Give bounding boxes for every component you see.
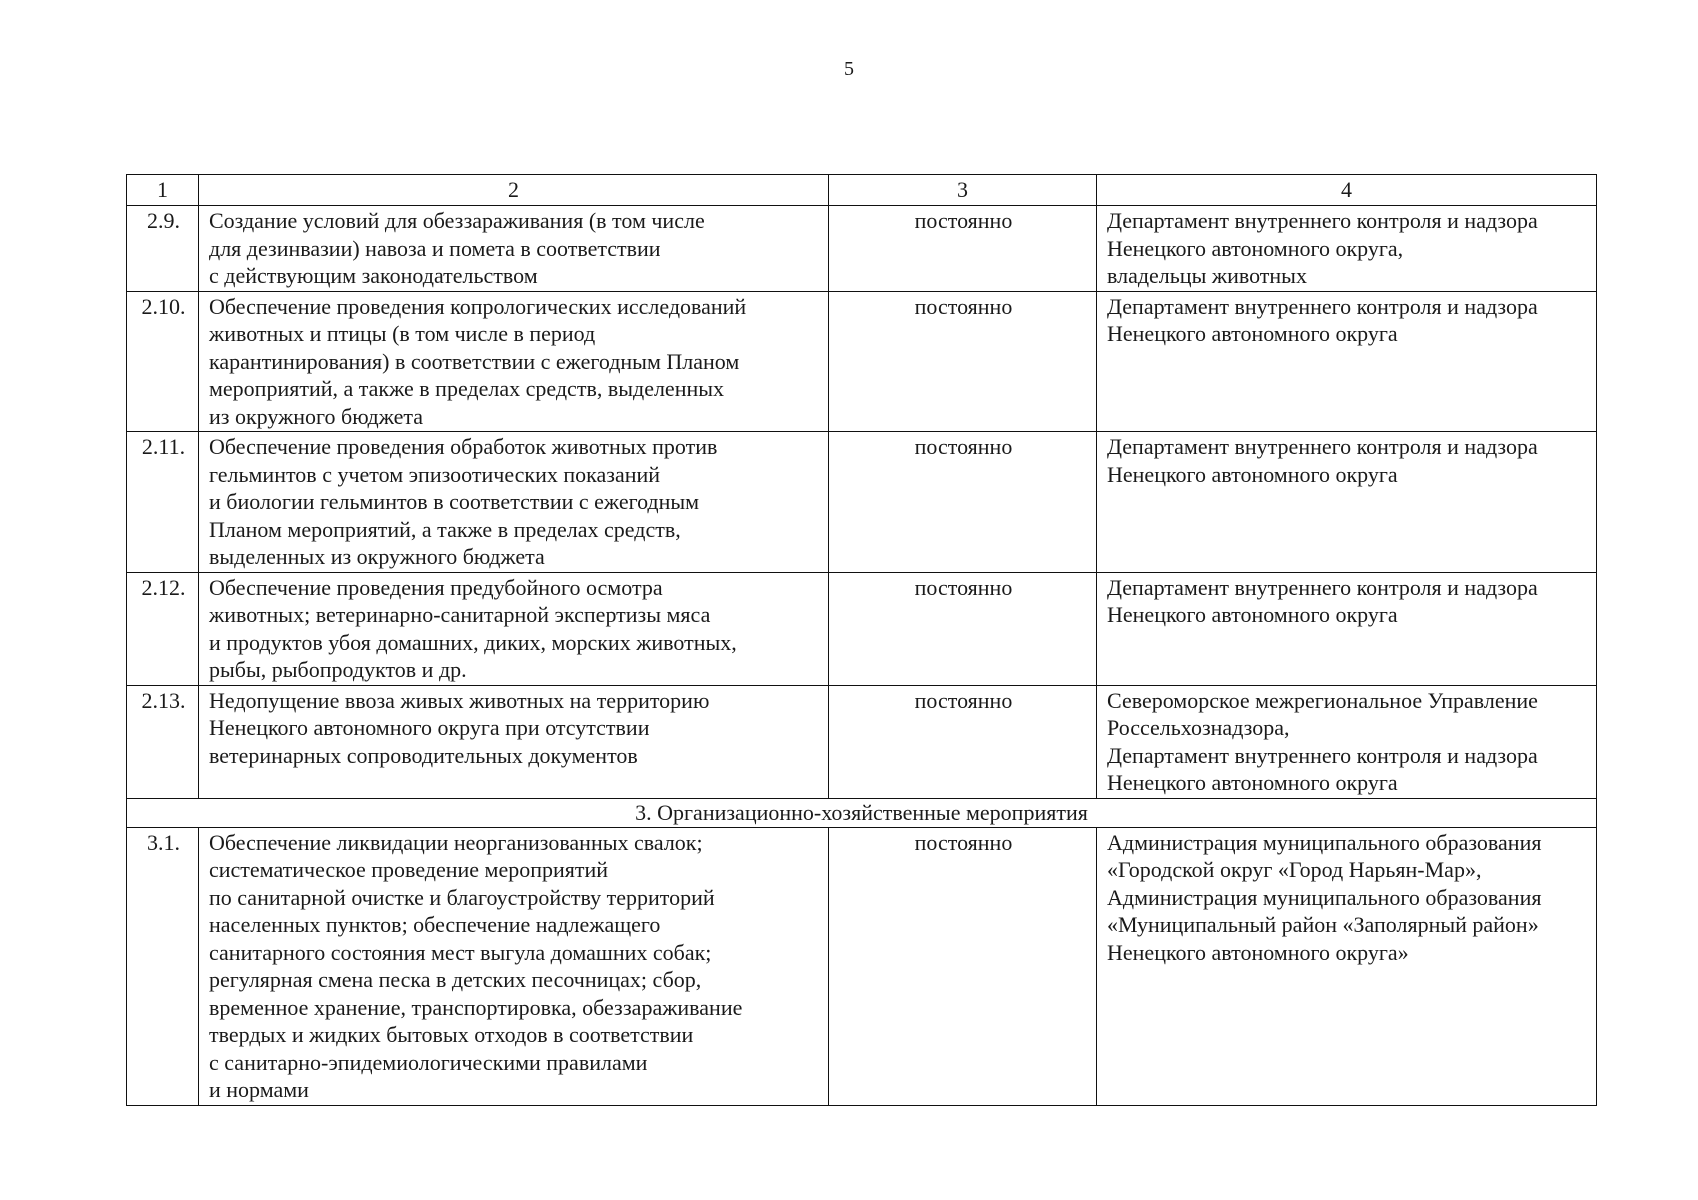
activity-line: санитарного состояния мест выгула домашних собак; xyxy=(209,939,712,965)
table-row xyxy=(127,572,1597,685)
responsible-line: Ненецкого автономного округа xyxy=(1107,321,1398,346)
header-cell: 3 xyxy=(829,175,1097,206)
responsible-line: Североморское межрегиональное Управление xyxy=(1107,687,1538,713)
term-cell: постоянно xyxy=(829,572,1097,685)
activity-line: регулярная смена песка в детских песочницах; сбор, xyxy=(209,967,702,992)
responsible-line: Ненецкого автономного округа, xyxy=(1107,235,1404,261)
table-header-row xyxy=(127,175,1597,206)
activity-cell xyxy=(199,206,829,292)
activity-line: мероприятий, а также в пределах средств, выделенных xyxy=(209,376,725,401)
activity-line: с санитарно-эпидемиологическими правилами xyxy=(209,1049,648,1075)
activity-line: гельминтов с учетом эпизоотических показаний xyxy=(209,461,661,487)
responsible-line: Ненецкого автономного округа» xyxy=(1107,939,1409,965)
activity-line: ветеринарных сопроводительных документов xyxy=(209,742,638,768)
activity-cell xyxy=(199,291,829,432)
activity-line: и продуктов убоя домашних, диких, морских животных, xyxy=(209,629,737,655)
row-number: 3.1. xyxy=(127,827,199,1105)
header-cell: 4 xyxy=(1097,175,1597,206)
term-cell: постоянно xyxy=(829,432,1097,573)
activity-cell xyxy=(199,685,829,798)
responsible-line: Департамент внутреннего контроля и надзора xyxy=(1107,208,1538,233)
activity-line: населенных пунктов; обеспечение надлежащего xyxy=(209,912,661,937)
row-number: 2.9. xyxy=(127,206,199,292)
responsible-cell xyxy=(1097,572,1597,685)
responsible-line: Департамент внутреннего контроля и надзора xyxy=(1107,434,1538,459)
responsible-line: Департамент внутреннего контроля и надзора xyxy=(1107,293,1538,319)
activity-line: Планом мероприятий, а также в пределах средств, xyxy=(209,516,681,542)
responsible-line: Ненецкого автономного округа xyxy=(1107,461,1398,487)
responsible-line: Администрация муниципального образования xyxy=(1107,829,1542,855)
activity-line: Ненецкого автономного округа при отсутствии xyxy=(209,715,650,740)
activity-line: для дезинвазии) навоза и помета в соответствии xyxy=(209,235,661,261)
activity-line: временное хранение, транспортировка, обеззараживание xyxy=(209,994,743,1020)
activity-line: и биологии гельминтов в соответствии с ежегодным xyxy=(209,489,700,514)
table-row xyxy=(127,206,1597,292)
header-cell: 1 xyxy=(127,175,199,206)
activity-line: Создание условий для обеззараживания (в том числе xyxy=(209,208,705,233)
activity-line: и нормами xyxy=(209,1077,309,1102)
activity-cell xyxy=(199,432,829,573)
responsible-line: «Городской округ «Город Нарьян-Мар», xyxy=(1107,857,1482,882)
row-number: 2.11. xyxy=(127,432,199,573)
responsible-cell xyxy=(1097,827,1597,1105)
activity-line: систематическое проведение мероприятий xyxy=(209,857,609,882)
row-number: 2.10. xyxy=(127,291,199,432)
activity-line: животных; ветеринарно-санитарной экспертизы мяса xyxy=(209,602,711,627)
section-title: 3. Организационно-хозяйственные мероприятия xyxy=(127,798,1597,827)
responsible-line: Россельхознадзора, xyxy=(1107,715,1290,740)
measures-table xyxy=(126,174,1597,1106)
header-cell: 2 xyxy=(199,175,829,206)
page-number: 5 xyxy=(844,58,854,80)
activity-line: из окружного бюджета xyxy=(209,403,424,429)
term-cell: постоянно xyxy=(829,685,1097,798)
section-heading-row xyxy=(127,798,1597,827)
activity-line: рыбы, рыбопродуктов и др. xyxy=(209,657,467,682)
responsible-line: Ненецкого автономного округа xyxy=(1107,770,1398,795)
term-cell: постоянно xyxy=(829,206,1097,292)
row-number: 2.13. xyxy=(127,685,199,798)
responsible-cell xyxy=(1097,432,1597,573)
activity-cell xyxy=(199,827,829,1105)
responsible-cell xyxy=(1097,685,1597,798)
responsible-line: Администрация муниципального образования xyxy=(1107,884,1542,910)
responsible-line: «Муниципальный район «Заполярный район» xyxy=(1107,912,1539,937)
table-row xyxy=(127,827,1597,1105)
responsible-cell xyxy=(1097,206,1597,292)
responsible-cell xyxy=(1097,291,1597,432)
activity-line: Обеспечение ликвидации неорганизованных свалок; xyxy=(209,829,703,855)
table-row xyxy=(127,432,1597,573)
activity-line: Обеспечение проведения предубойного осмотра xyxy=(209,574,663,600)
term-cell: постоянно xyxy=(829,827,1097,1105)
row-number: 2.12. xyxy=(127,572,199,685)
activity-line: Обеспечение проведения обработок животных против xyxy=(209,434,718,459)
activity-cell xyxy=(199,572,829,685)
term-cell: постоянно xyxy=(829,291,1097,432)
activity-line: Недопущение ввоза живых животных на территорию xyxy=(209,687,710,713)
responsible-line: Департамент внутреннего контроля и надзора xyxy=(1107,742,1538,768)
responsible-line: владельцы животных xyxy=(1107,263,1307,288)
activity-line: по санитарной очистке и благоустройству территорий xyxy=(209,884,715,910)
table-row xyxy=(127,291,1597,432)
table-row xyxy=(127,685,1597,798)
activity-line: выделенных из окружного бюджета xyxy=(209,544,545,569)
activity-line: с действующим законодательством xyxy=(209,263,538,288)
activity-line: твердых и жидких бытовых отходов в соответствии xyxy=(209,1022,694,1047)
activity-line: Обеспечение проведения копрологических исследований xyxy=(209,293,747,319)
activity-line: животных и птицы (в том числе в период xyxy=(209,321,596,346)
activity-line: карантинирования) в соответствии с ежегодным Планом xyxy=(209,348,740,374)
responsible-line: Департамент внутреннего контроля и надзора xyxy=(1107,574,1538,600)
responsible-line: Ненецкого автономного округа xyxy=(1107,602,1398,627)
